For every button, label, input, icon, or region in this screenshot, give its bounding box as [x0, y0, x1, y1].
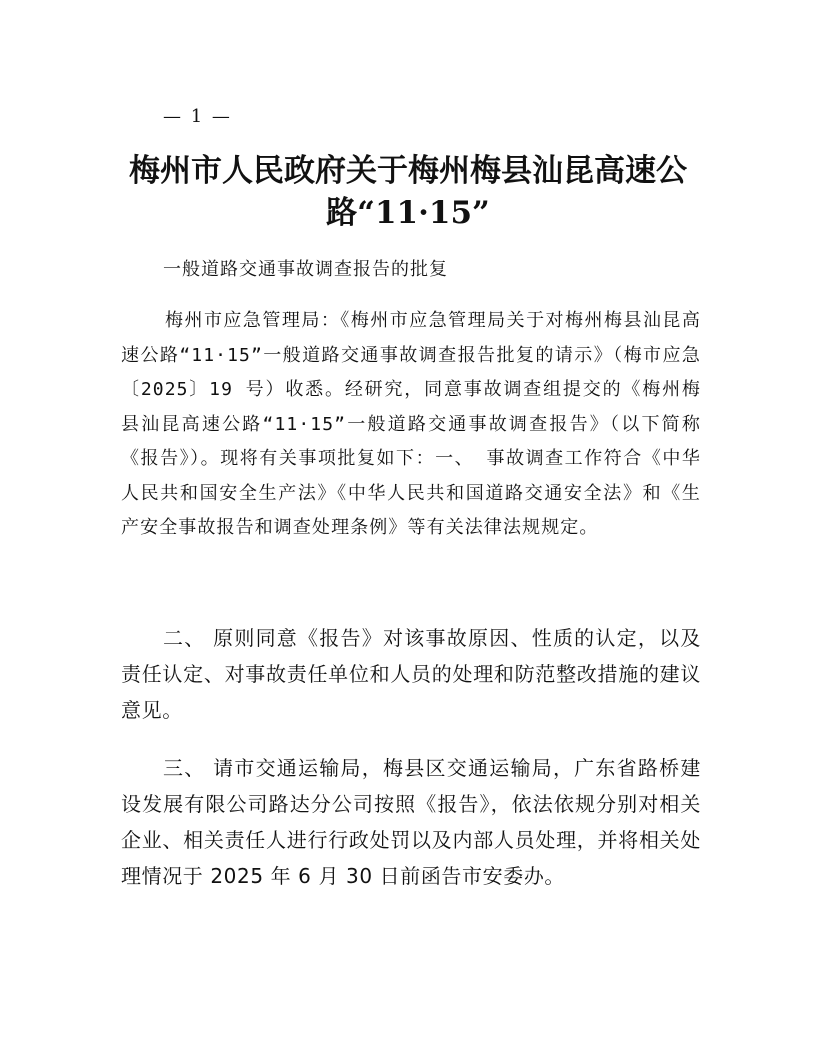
document-title: 梅州市人民政府关于梅州梅县汕昆高速公路“11·15”: [129, 153, 687, 231]
document-subtitle: 一般道路交通事故调查报告的批复: [163, 259, 448, 280]
body-paragraph-2: 二、 原则同意《报告》对该事故原因、性质的认定，以及责任认定、对事故责任单位和人员的处理和防范整改措施的建议意见。: [121, 626, 701, 722]
body-paragraph-3: 三、 请市交通运输局，梅县区交通运输局，广东省路桥建设发展有限公司路达分公司按照《报告》，依法依规分别对相关企业、相关责任人进行行政处罚以及内部人员处理，并将相关处理情况于 2025 年 6 月 30 日前函告市安委办。: [121, 756, 701, 888]
body-paragraph-1: 梅州市应急管理局：《梅州市应急管理局关于对梅州梅县汕昆高速公路“11·15”一般道路交通事故调查报告批复的请示》（梅市应急〔2025〕19 号）收悉。经研究，同意事故调查组提交的《梅州梅县汕昆高速公路“11·15”一般道路交通事故调查报告》（以下简称《报告》）。现将有关事项批复如下：一、 事故调查工作符合《中华人民共和国安全生产法》《中华人民共和国道路交通安全法》和《生产安全事故报告和调查处理条例》等有关法律法规规定。: [121, 310, 701, 538]
page-number: — 1 —: [163, 106, 232, 127]
